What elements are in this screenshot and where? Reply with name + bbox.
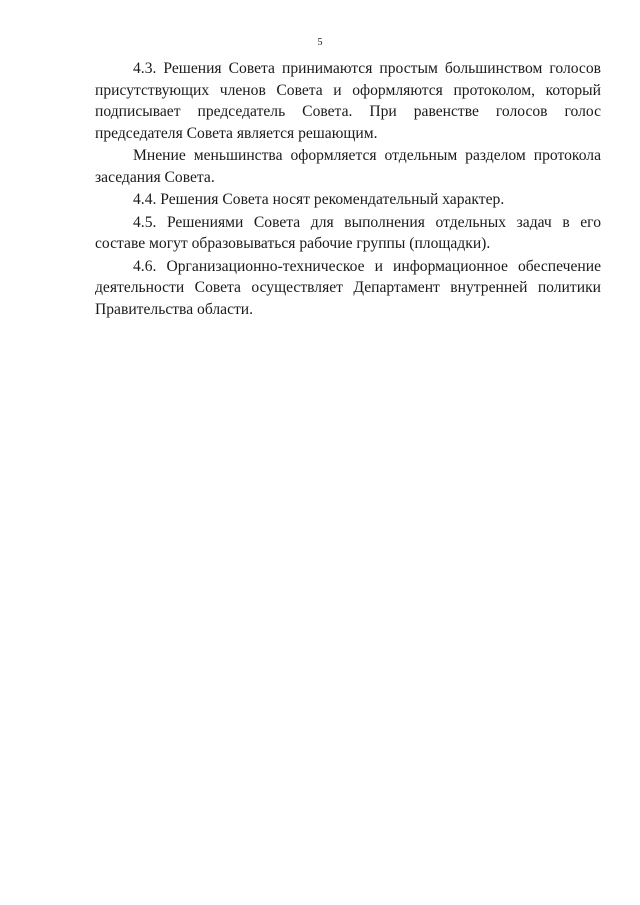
paragraph-4-6: 4.6. Организационно-техническое и информационное обеспечение деятельности Совета осуществляет Департамент внутренней политики Правительства области. bbox=[95, 257, 601, 318]
paragraph-minority-opinion: Мнение меньшинства оформляется отдельным разделом протокола заседания Совета. bbox=[95, 147, 601, 186]
paragraph-4-4: 4.4. Решения Совета носят рекомендательный характер. bbox=[133, 191, 505, 208]
page-number: 5 bbox=[317, 37, 323, 48]
document-body bbox=[95, 58, 601, 320]
paragraph-4-3: 4.3. Решения Совета принимаются простым большинством голосов присутствующих членов Совета и оформляются протоколом, который подписывает председатель Совета. При равенстве голосов голос председателя Совета является решающим. bbox=[95, 60, 601, 142]
paragraph-4-5: 4.5. Решениями Совета для выполнения отдельных задач в его составе могут образовываться рабочие группы (площадки). bbox=[95, 213, 601, 252]
